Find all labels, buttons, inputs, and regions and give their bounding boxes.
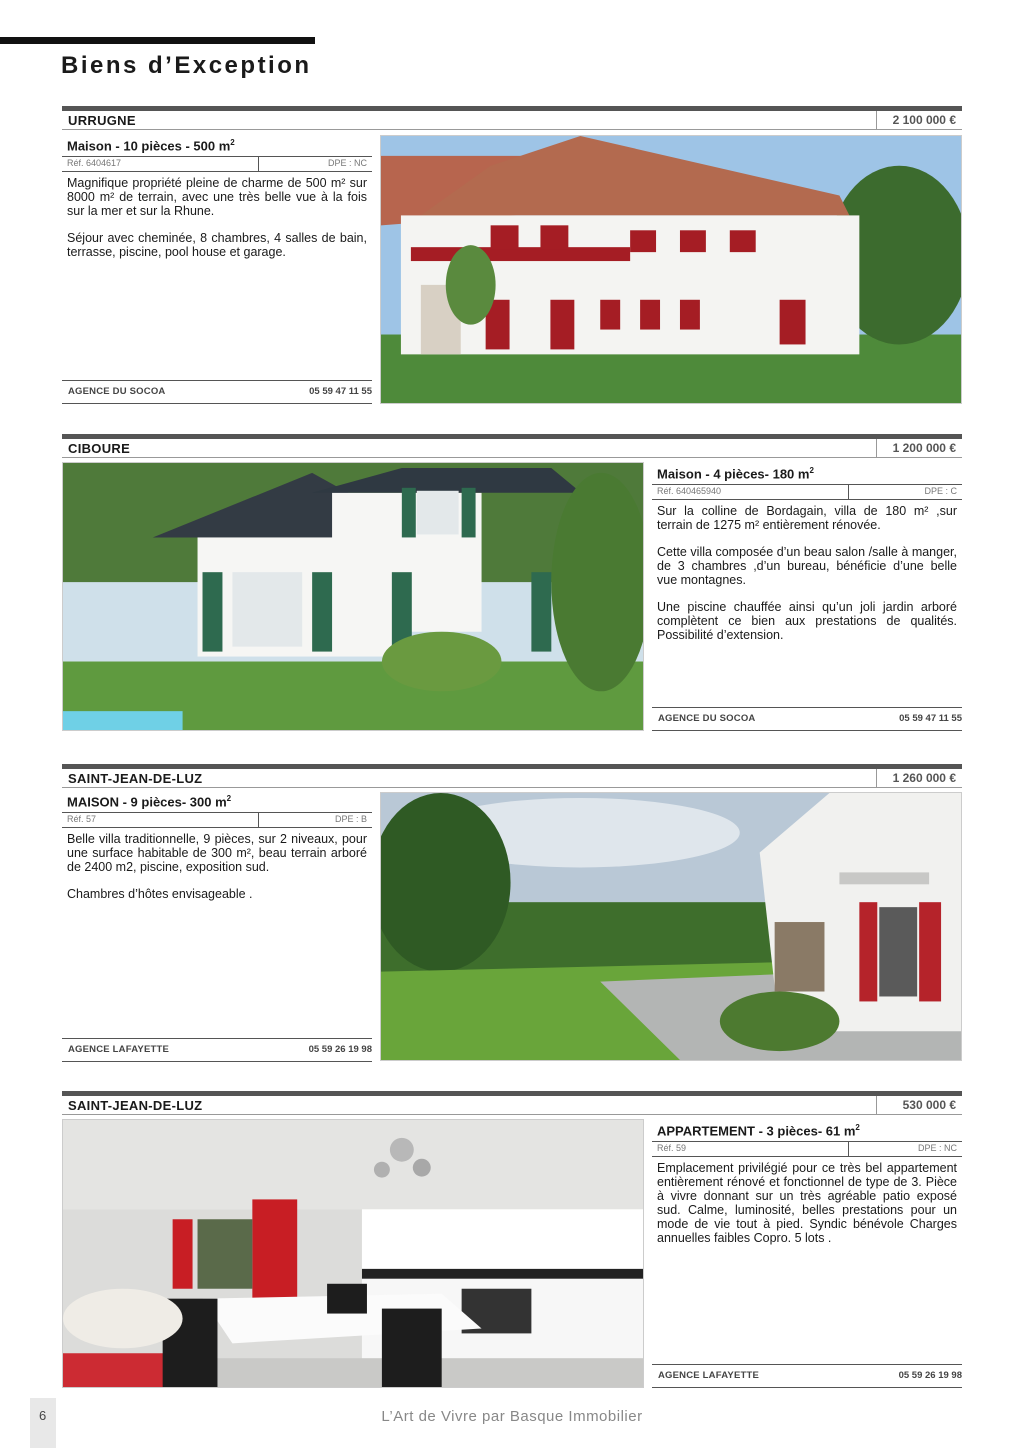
agency-name: AGENCE LAFAYETTE [68, 1044, 170, 1055]
dpe-rating: DPE : B [334, 814, 367, 824]
listing-price: 530 000 € [876, 1096, 962, 1114]
property-description: Emplacement privilégié pour ce très bel appartement entièrement rénové et fonctionnel de type de 3. Pièce à vivre donnant sur un très agréable patio exposé sud. Calme, luminosité, belles prestations pour un mode de vie tout à pied. Syndic bénévole Charges annuelles faibles Copro. 5 lots . [657, 1161, 957, 1245]
reference-row [62, 156, 372, 172]
agency-phone: 05 59 26 19 98 [308, 1044, 372, 1055]
property-type: APPARTEMENT - 3 pièces- 61 $m^2$ [657, 1123, 860, 1139]
footer-tagline: L’Art de Vivre par Basque Immobilier [381, 1408, 643, 1425]
listing-price: 1 200 000 € [876, 439, 962, 457]
agency-phone: 05 59 47 11 55 [309, 386, 372, 397]
listing-price: 1 260 000 € [876, 769, 962, 787]
listing-header [62, 1091, 962, 1115]
top-accent-bar [0, 37, 315, 44]
listing-header [62, 106, 962, 130]
listing-saint-jean-de-luz-appartement [62, 1091, 962, 1388]
property-photo [380, 135, 962, 404]
listing-city: CIBOURE [68, 441, 131, 456]
reference-row [652, 1141, 962, 1157]
property-type: Maison - 10 pièces - 500 $m^2$ [67, 138, 235, 154]
property-type: MAISON - 9 pièces- 300 $m^2$ [67, 794, 232, 810]
property-photo [380, 792, 962, 1061]
reference-number: Réf. 57 [67, 814, 97, 824]
page-title: Biens d’Exception [61, 52, 312, 79]
page-number: 6 [39, 1408, 47, 1423]
listing-ciboure [62, 434, 962, 731]
dpe-rating: DPE : NC [327, 158, 367, 168]
property-photo [62, 1119, 644, 1388]
listing-urrugne [62, 106, 962, 404]
listing-header [62, 764, 962, 788]
listing-city: SAINT-JEAN-DE-LUZ [68, 771, 203, 786]
listing-price: 2 100 000 € [876, 111, 962, 129]
reference-row [62, 812, 372, 828]
agency-row [652, 1364, 962, 1388]
agency-phone: 05 59 47 11 55 [899, 713, 962, 724]
agency-row [652, 707, 962, 731]
listing-city: SAINT-JEAN-DE-LUZ [68, 1098, 203, 1113]
agency-row [62, 1038, 372, 1062]
agency-row [62, 380, 372, 404]
listing-header [62, 434, 962, 458]
dpe-rating: DPE : C [924, 486, 957, 496]
property-description: Sur la colline de Bordagain, villa de 180 m² ,sur terrain de 1275 m² entièrement rénovée. Cette villa composée d’un beau salon /salle à manger, de 3 chambres ,d’un bureau, bénéficie d’une belle vue montagnes. Une piscine chauffée ainsi qu’un joli jardin arboré complètent ce bien aux prestations de qualités. Possibilité d’extension. [657, 504, 957, 642]
agency-name: AGENCE DU SOCOA [658, 713, 756, 724]
property-photo [62, 462, 644, 731]
property-type: Maison - 4 pièces- 180 $m^2$ [657, 466, 814, 482]
agency-phone: 05 59 26 19 98 [898, 1370, 962, 1381]
agency-name: AGENCE LAFAYETTE [658, 1370, 760, 1381]
property-description: Belle villa traditionnelle, 9 pièces, sur 2 niveaux, pour une surface habitable de 300 m², beau terrain arboré de 2400 m2, piscine, exposition sud. Chambres d’hôtes envisageable . [67, 832, 367, 901]
dpe-rating: DPE : NC [917, 1143, 957, 1153]
property-description: Magnifique propriété pleine de charme de 500 m² sur 8000 m² de terrain, avec une très belle vue à la fois sur la mer et sur la Rhune. Séjour avec cheminée, 8 chambres, 4 salles de bain, terrasse, piscine, pool house et garage. [67, 176, 367, 259]
reference-number: Réf. 59 [657, 1143, 687, 1153]
listing-saint-jean-de-luz-villa [62, 764, 962, 1061]
reference-number: Réf. 640465940 [657, 486, 722, 496]
agency-name: AGENCE DU SOCOA [68, 386, 166, 397]
listing-city: URRUGNE [68, 113, 136, 128]
reference-number: Réf. 6404617 [67, 158, 122, 168]
reference-row [652, 484, 962, 500]
